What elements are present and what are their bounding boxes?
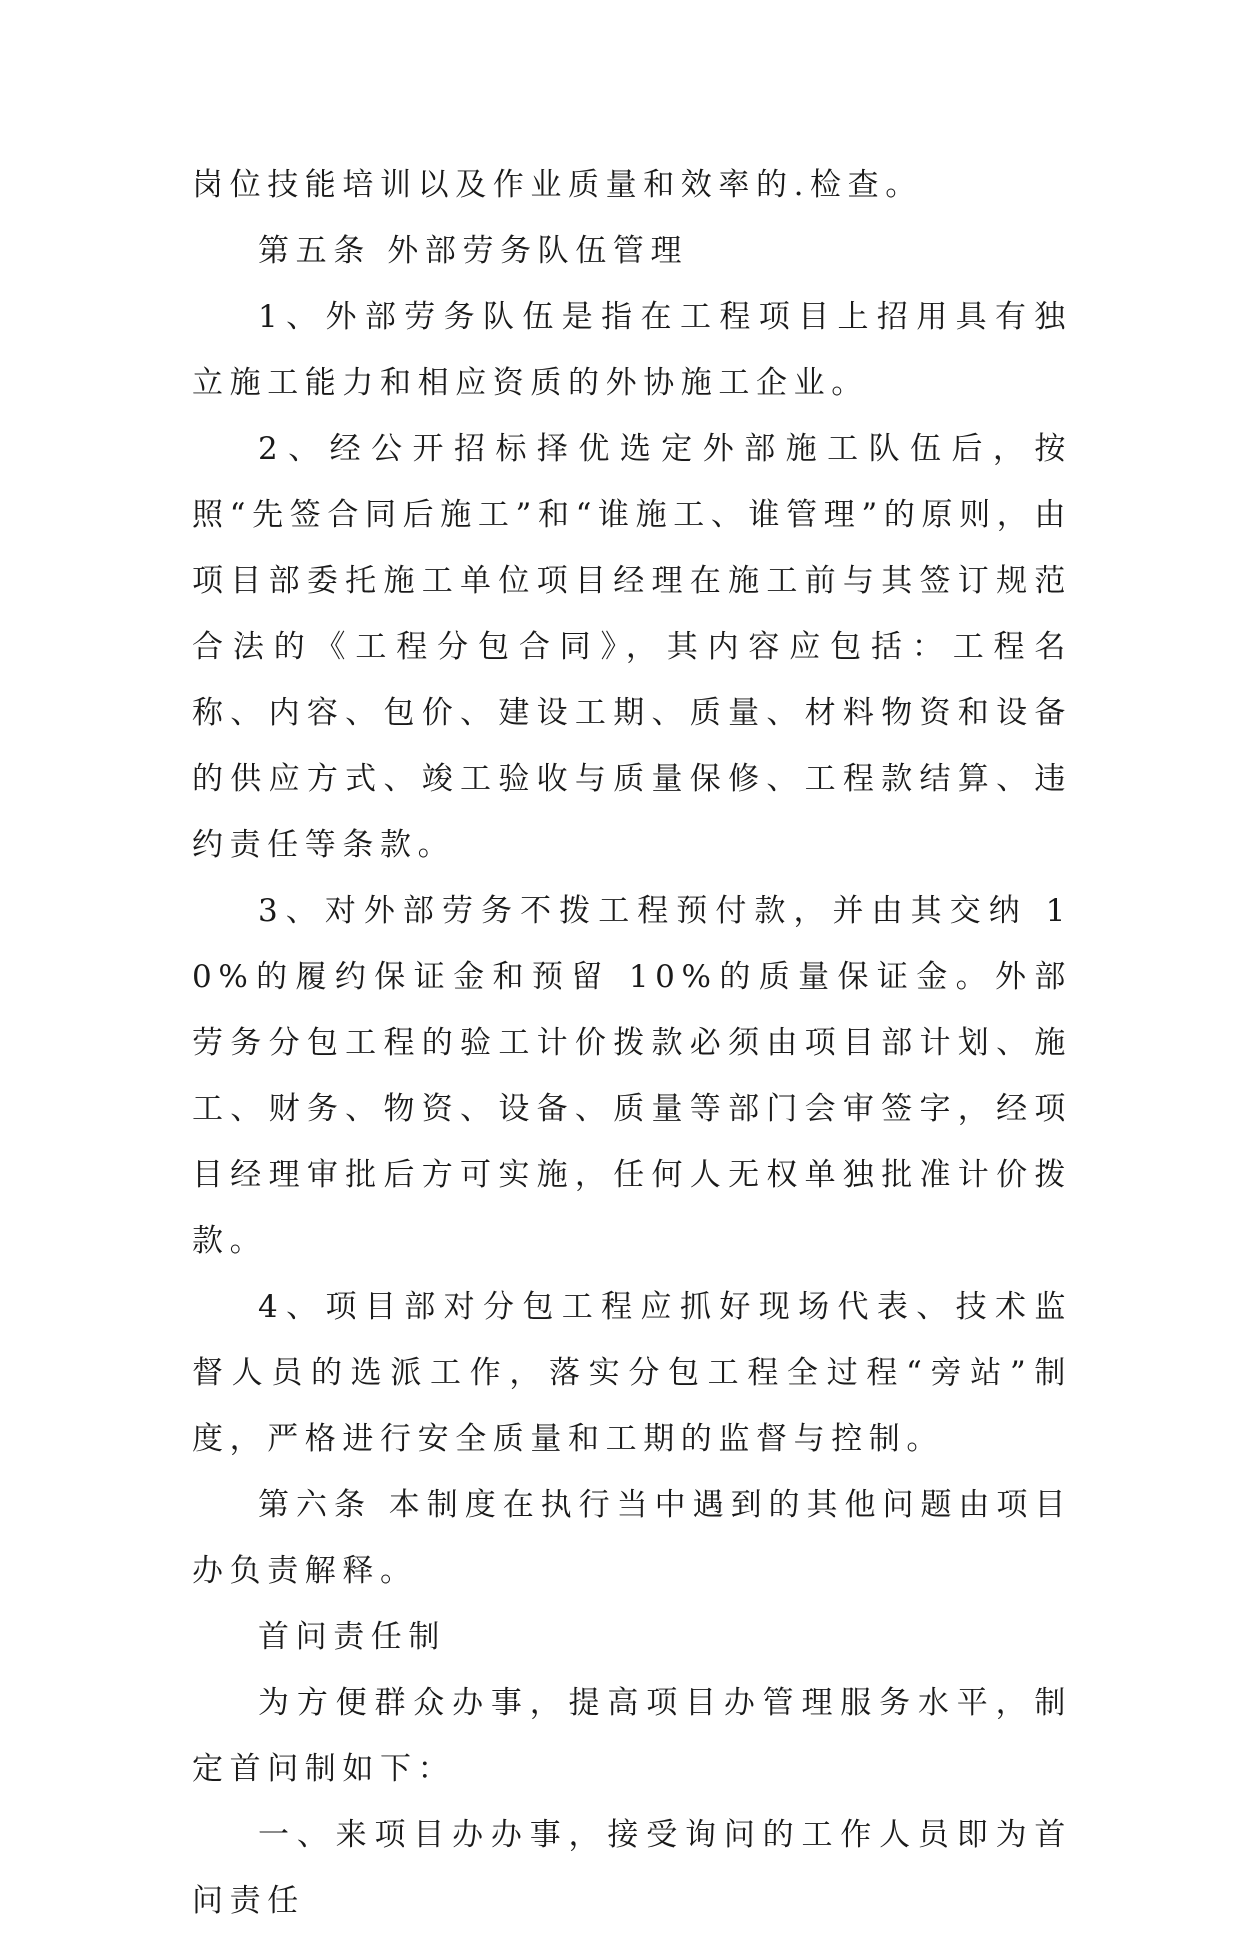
article-five-heading: 第五条 外部劳务队伍管理 (258, 233, 689, 269)
paragraph-item-1: 1、外部劳务队伍是指在工程项目上招用具有独立施工能力和相应资质的外协施工企业。 (192, 299, 1072, 401)
paragraph-item-4: 4、项目部对分包工程应抓好现场代表、技术监督人员的选派工作，落实分包工程全过程“旁站”制度，严格进行安全质量和工期的监督与控制。 (192, 1289, 1072, 1457)
article-six-paragraph: 第六条 本制度在执行当中遇到的其他问题由项目办负责解释。 (192, 1487, 1072, 1589)
paragraph-continuation: 岗位技能培训以及作业质量和效率的.检查。 (192, 167, 923, 203)
intro-paragraph: 为方便群众办事，提高项目办管理服务水平，制定首问制如下： (192, 1685, 1072, 1787)
document-page (192, 152, 1072, 1934)
paragraph-item-3: 3、对外部劳务不拨工程预付款，并由其交纳 10%的履约保证金和预留 10%的质量保证金。外部劳务分包工程的验工计价拨款必须由项目部计划、施工、财务、物资、设备、质量等部门会审签字，经项目经理审批后方可实施，任何人无权单独批准计价拨款。 (192, 893, 1072, 1259)
paragraph-item-2: 2、经公开招标择优选定外部施工队伍后，按照“先签合同后施工”和“谁施工、谁管理”的原则，由项目部委托施工单位项目经理在施工前与其签订规范合法的《工程分包合同》，其内容应包括：工程名称、内容、包价、建设工期、质量、材料物资和设备的供应方式、竣工验收与质量保修、工程款结算、违约责任等条款。 (192, 431, 1072, 863)
clause-one-paragraph: 一、来项目办办事，接受询问的工作人员即为首问责任 (192, 1817, 1072, 1919)
section-title: 首问责任制 (258, 1619, 446, 1655)
